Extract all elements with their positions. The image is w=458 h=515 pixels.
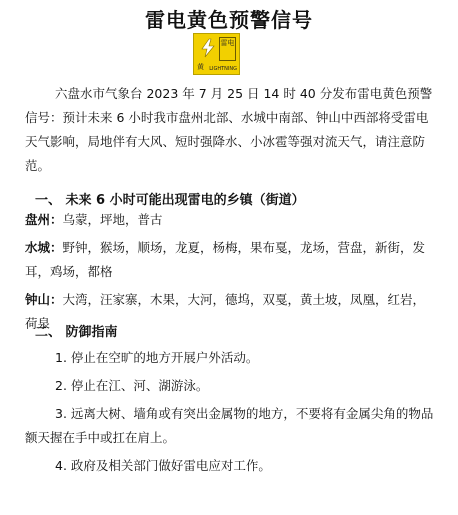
badge-tag: 雷电 (219, 37, 236, 61)
town-area: 水城： (25, 240, 63, 255)
town-area: 盘州： (25, 212, 63, 227)
town-row (25, 236, 435, 284)
town-names: 野钟，猴场，顺场，龙夏，杨梅，果布戛，龙场，营盘，新街，发耳，鸡场，都格 (25, 240, 426, 279)
town-area: 钟山： (25, 292, 63, 307)
guide-item: 3. 远离大树、墙角或有突出金属物的地方，不要将有金属尖角的物品额天握在手中或扛在肩上。 (25, 406, 434, 445)
section-heading-towns: 一、 未来 6 小时可能出现雷电的乡镇（街道） (35, 193, 305, 208)
section-heading-guide: 二、 防御指南 (35, 325, 118, 340)
badge-color-label: 黄 (197, 63, 204, 71)
guide-item: 2. 停止在江、河、湖游泳。 (55, 378, 209, 393)
page-title: 雷电黄色预警信号 (145, 8, 313, 32)
intro-text: 六盘水市气象台 2023 年 7 月 25 日 14 时 40 分发布雷电黄色预警信号：预计未来 6 小时我市盘州北部、水城中南部、钟山中西部将受雷电天气影响，局地伴有大风、短时强降水、小冰雹等强对流天气，请注意防范。 (25, 86, 433, 173)
guide-item: 1. 停止在空旷的地方开展户外活动。 (55, 350, 259, 365)
lightning-bolt-icon (198, 38, 218, 58)
guide-list (25, 346, 435, 478)
town-names: 乌蒙，坪地，普古 (62, 212, 163, 227)
towns-list (25, 208, 435, 336)
guide-item: 4. 政府及相关部门做好雷电应对工作。 (55, 458, 271, 473)
badge-english-label: LIGHTNING (209, 66, 237, 72)
intro-paragraph (25, 82, 435, 178)
lightning-warning-badge (193, 33, 240, 75)
town-names: 大湾，汪家寨，木果，大河，德坞，双戛，黄土坡，凤凰，红岩，荷泉 (25, 292, 426, 331)
town-row (25, 208, 435, 232)
